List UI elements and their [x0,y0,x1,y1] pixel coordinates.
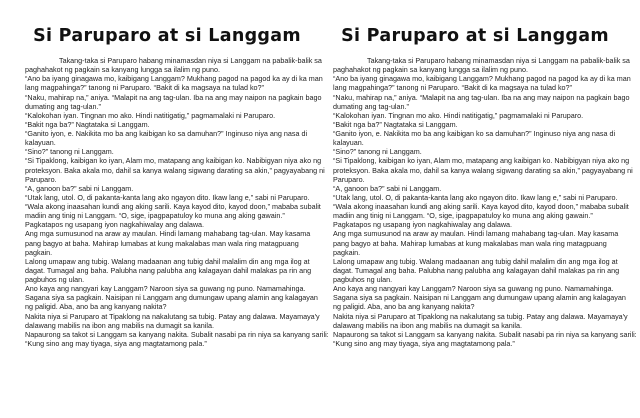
page-right [308,0,637,418]
story-title: Si Paruparo at si Langgam [341,26,609,46]
story-line: “Bakit nga ba?” Nagtataka si Langgam. [333,119,458,129]
story-line: Nakita niya si Paruparo at Tipaklong na nakalutang sa tubig. Patay ang dalawa. Mayamaya'y [333,311,628,321]
story-line: ng paligid. Aba, ano ba ang kanyang nakita? [25,302,167,312]
story-line: “Utak lang, utol. O, di pakanta-kanta lang ako ngayon dito. Ikaw lang e,” sabi ni Paruparo. [25,192,310,202]
story-line: Paruparo. [25,174,57,184]
story-line: Sagana siya sa pagkain. Naisipan ni Langgam ang dumungaw upang alamin ang kalagayan [25,293,318,303]
story-line: pagbuhos ng ulan. [333,275,393,284]
story-line: “Kung sino ang may tiyaga, siya ang magtatamong pala.” [333,338,515,348]
story-line: ng paligid. Aba, ano ba ang kanyang nakita? [333,302,475,312]
story-line: “Kung sino ang may tiyaga, siya ang magtatamong pala.” [25,338,207,348]
story-line: lang magpahinga?” tanong ni Paruparo. “Bakit di ka magsaya na tulad ko?” [333,83,572,93]
story-line: kalayuan. [333,138,364,148]
story-line: “Ganito iyon, e. Nakikita mo ba ang kaibigan ko sa damuhan?” Inginuso niya ang nasa di [25,129,308,138]
story-line: Ang mga sumusunod na araw ay maulan. Hindi lamang mahabang tag-ulan. May kasama [25,229,311,239]
story-line: paghahakot ng pagkain sa kanyang lungga sa ilalim ng puno. [333,65,529,75]
story-line: lang magpahinga?” tanong ni Paruparo. “Bakit di ka magsaya na tulad ko?” [25,83,264,93]
story-line: dumating ang tag-ulan.” [333,101,409,111]
story-line: “Wala akong inaasahan kundi ang aking sarili. Kaya kayod dito, kayod doon,” mababa subalit [333,202,629,211]
story-line: “Utak lang, utol. O, di pakanta-kanta lang ako ngayon dito. Ikaw lang e,” sabi ni Paruparo. [333,192,618,202]
story-line: “Wala akong inaasahan kundi ang aking sarili. Kaya kayod dito, kayod doon,” mababa subalit [25,202,321,211]
story-line: “Ano ba iyang ginagawa mo, kaibigang Langgam? Mukhang pagod na pagod ka ay di ka man [333,74,631,84]
story-line: Ano kaya ang nangyari kay Langgam? Naroon siya sa guwang ng puno. Namamahinga. [25,284,306,294]
story-line: dalawang mabilis na ibon ang mabilis na dumagit sa kanila. [25,320,214,330]
story-line: Pagkatapos ng usapang iyon nagkahiwalay ang dalawa. [25,220,205,230]
story-line: Napaurong sa takot si Langgam sa kanyang nakita. Subalit nasabi pa rin niya sa kanyang sarili: [333,329,637,339]
story-line: dumating ang tag-ulan.” [25,101,101,111]
story-line: “Kalokohan iyan. Tingnan mo ako. Hindi natitigatig,” pagmamalaki ni Paruparo. [333,110,584,120]
story-title: Si Paruparo at si Langgam [33,26,301,46]
story-line: dagat. Tumagal ang baha. Palubha nang palubha ang kalagayan dahil malakas pa rin ang [333,265,620,275]
story-line: pagbuhos ng ulan. [25,275,85,284]
story-line: “A, ganoon ba?” sabi ni Langgam. [333,183,442,193]
story-line: “Ano ba iyang ginagawa mo, kaibigang Langgam? Mukhang pagod na pagod ka ay di ka man [25,74,323,84]
story-line: “Naku, mahirap na,” aniya. “Malapit na ang tag-ulan. Iba na ang may naipon na pagkain bago [333,92,630,102]
story-line: “Kalokohan iyan. Tingnan mo ako. Hindi natitigatig,” pagmamalaki ni Paruparo. [25,110,276,120]
story-line: Takang-taka si Paruparo habang minamasdan niya si Langgam na pabalik-balik sa [59,56,322,65]
story-line: “Sino?” tanong ni Langgam. [333,147,422,157]
story-line: Nakita niya si Paruparo at Tipaklong na nakalutang sa tubig. Patay ang dalawa. Mayamaya'y [25,311,320,321]
story-line: “Si Tipaklong, kaibigan ko iyan, Alam mo, matapang ang kaibigan ko. Nabibigyan niya ako ng [25,156,322,166]
story-line: Takang-taka si Paruparo habang minamasdan niya si Langgam na pabalik-balik sa [367,56,630,65]
story-line: pang bagyo at baha. Mahirap lumabas at kung makalabas man wala ring matagpuang [333,238,607,248]
story-line: “Si Tipaklong, kaibigan ko iyan, Alam mo, matapang ang kaibigan ko. Nabibigyan niya ako ng [333,156,630,166]
story-line: kalayuan. [25,138,56,148]
story-line: Lalong umapaw ang tubig. Walang madaanan ang tubig dahil malalim din ang mga ilog at [25,256,310,266]
story-line: pagkain. [25,247,53,257]
story-body [333,56,637,348]
story-line: “Bakit nga ba?” Nagtataka si Langgam. [25,119,150,129]
story-line: pang bagyo at baha. Mahirap lumabas at kung makalabas man wala ring matagpuang [25,238,299,248]
story-line: Pagkatapos ng usapang iyon nagkahiwalay ang dalawa. [333,220,513,230]
story-line: dalawang mabilis na ibon ang mabilis na dumagit sa kanila. [333,320,522,330]
story-line: Lalong umapaw ang tubig. Walang madaanan ang tubig dahil malalim din ang mga ilog at [333,256,618,266]
story-line: madiin ang tinig ni Langgam. “O, sige, ipagpapatuloy ko muna ang aking gawain.” [25,211,285,221]
story-line: “Naku, mahirap na,” aniya. “Malapit na ang tag-ulan. Iba na ang may naipon na pagkain bago [25,92,322,102]
story-line: dagat. Tumagal ang baha. Palubha nang palubha ang kalagayan dahil malakas pa rin ang [25,265,312,275]
story-line: Ano kaya ang nangyari kay Langgam? Naroon siya sa guwang ng puno. Namamahinga. [333,284,614,294]
story-line: Sagana siya sa pagkain. Naisipan ni Langgam ang dumungaw upang alamin ang kalagayan [333,293,626,303]
story-line: proteksyon. Baka akala mo, dahil sa kanya walang sigwang darating sa akin,” pagyayabang ni [25,165,325,175]
story-line: proteksyon. Baka akala mo, dahil sa kanya walang sigwang darating sa akin,” pagyayabang ni [333,165,633,175]
story-line: paghahakot ng pagkain sa kanyang lungga sa ilalim ng puno. [25,65,221,75]
story-line: “A, ganoon ba?” sabi ni Langgam. [25,183,134,193]
story-line: madiin ang tinig ni Langgam. “O, sige, ipagpapatuloy ko muna ang aking gawain.” [333,211,593,221]
story-line: “Ganito iyon, e. Nakikita mo ba ang kaibigan ko sa damuhan?” Inginuso niya ang nasa di [333,129,616,138]
story-line: “Sino?” tanong ni Langgam. [25,147,114,157]
story-body [25,56,329,348]
story-line: Paruparo. [333,174,365,184]
story-line: pagkain. [333,247,361,257]
story-line: Napaurong sa takot si Langgam sa kanyang nakita. Subalit nasabi pa rin niya sa kanyang sarili: [25,329,329,339]
story-line: Ang mga sumusunod na araw ay maulan. Hindi lamang mahabang tag-ulan. May kasama [333,229,619,239]
